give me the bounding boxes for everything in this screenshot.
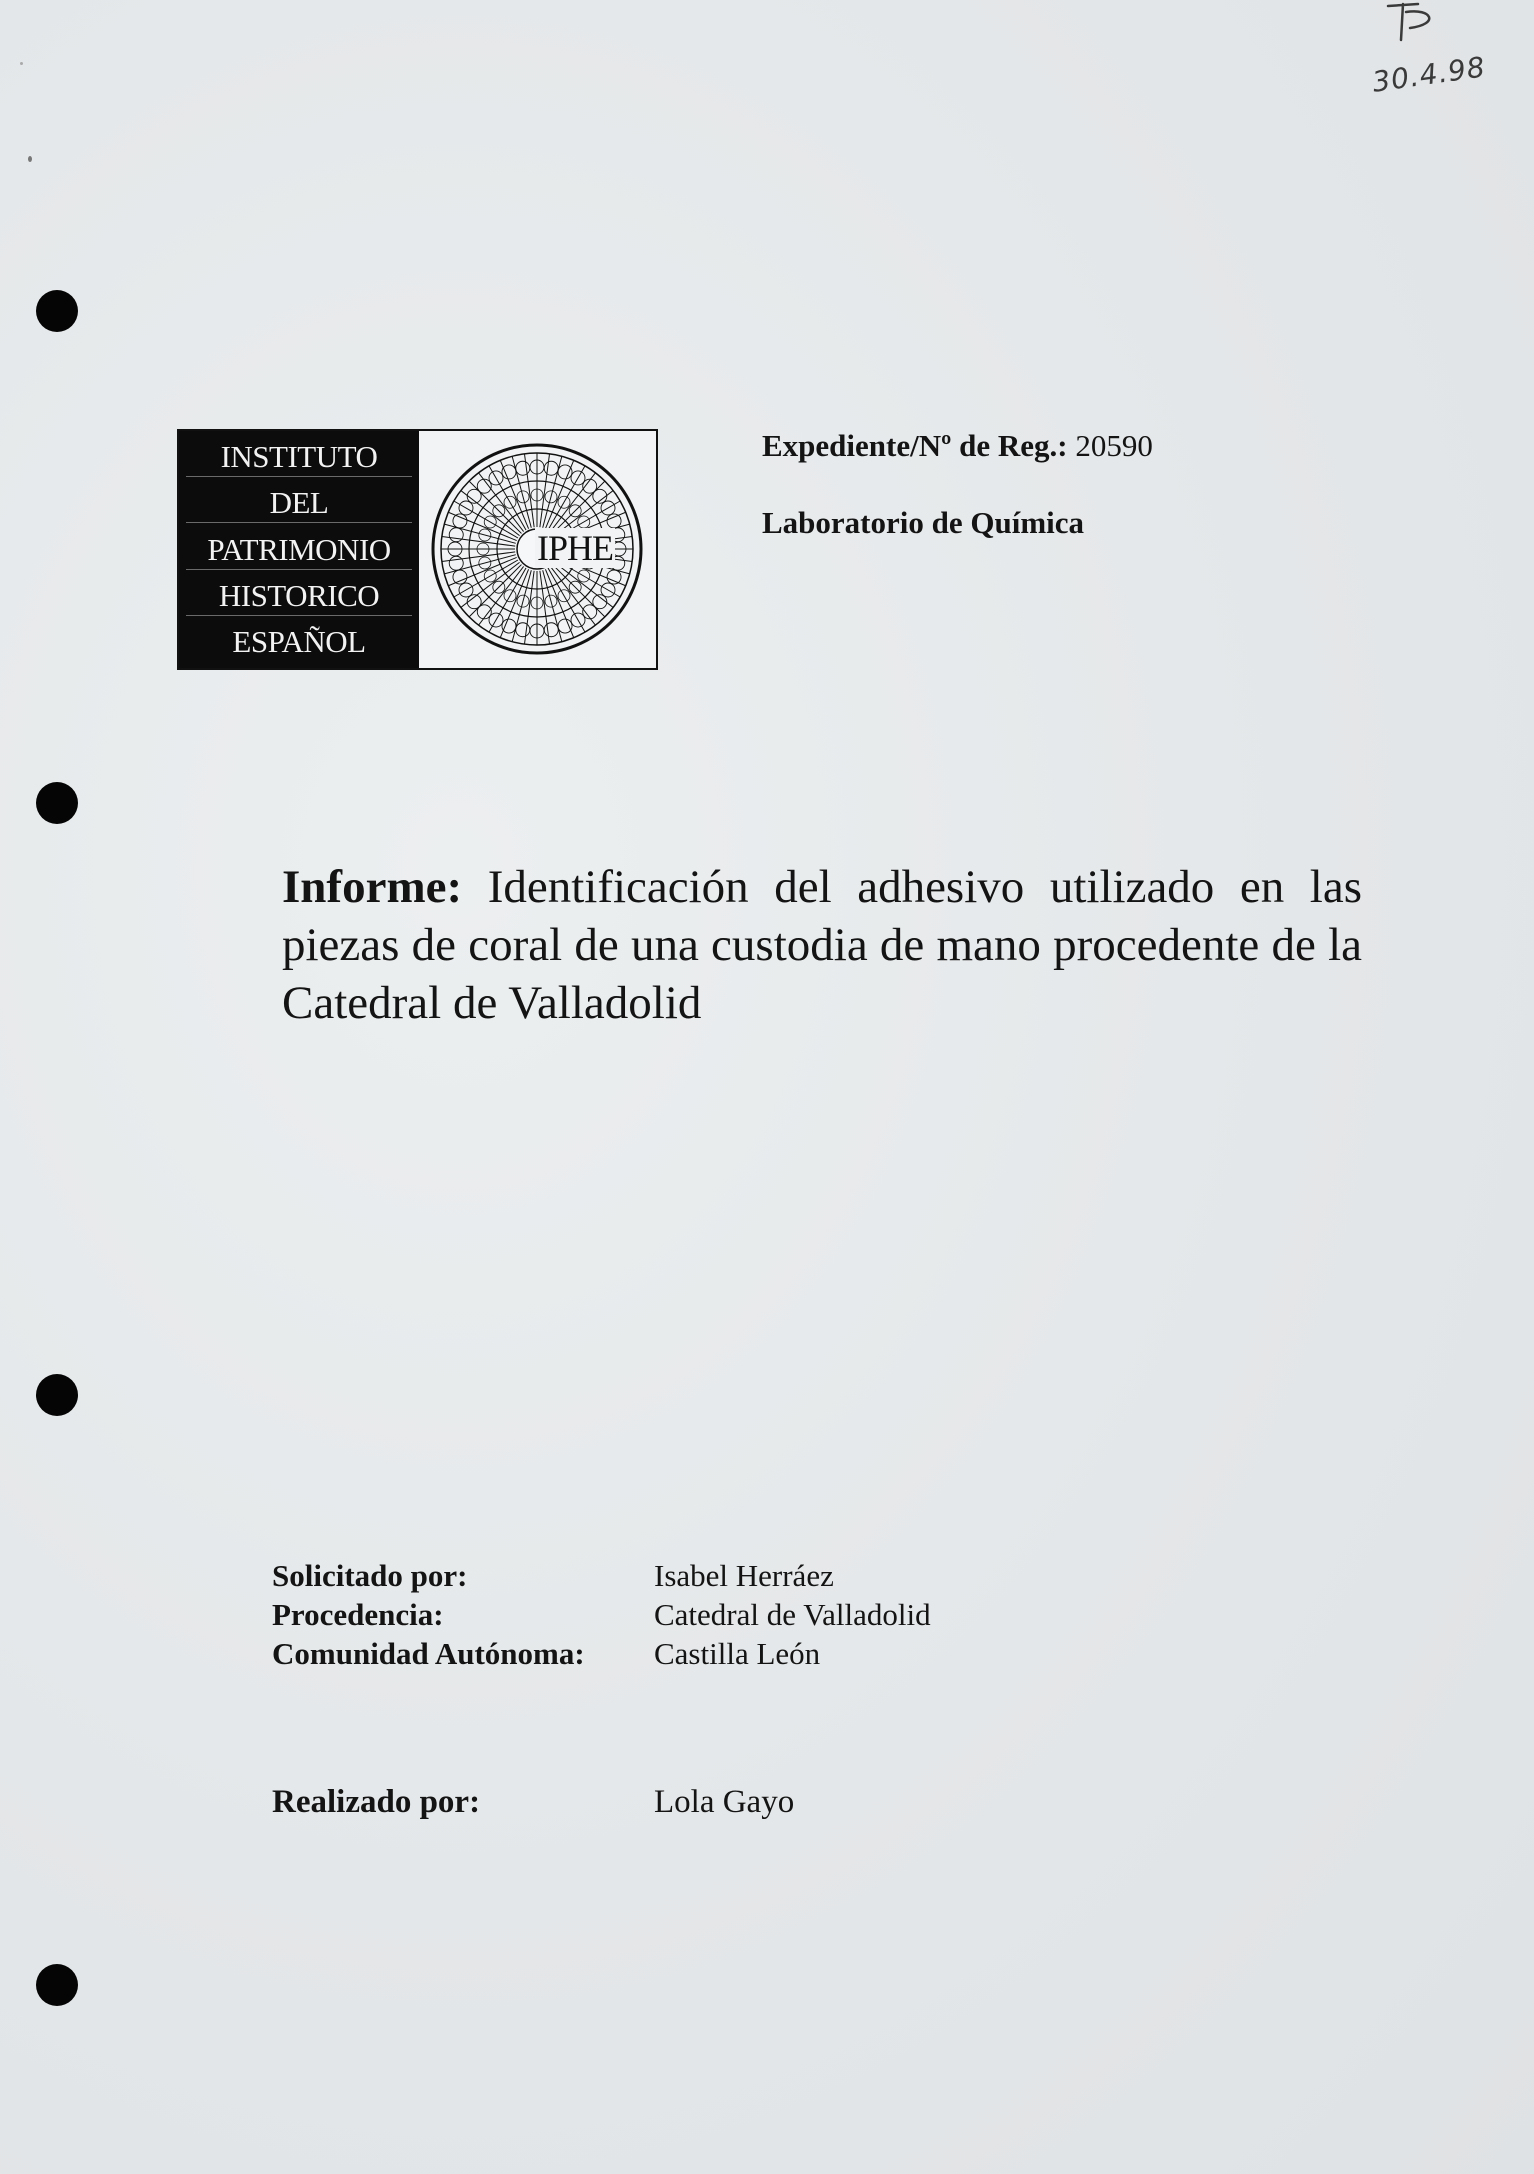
solicitado-label: Solicitado por: — [272, 1558, 468, 1593]
procedencia-label: Procedencia: — [272, 1597, 444, 1632]
handwritten-mark-icon — [1370, 0, 1520, 60]
expediente-label: Expediente/Nº de Reg.: — [762, 428, 1068, 463]
logo-line: PATRIMONIO — [186, 531, 412, 570]
details-row — [272, 1595, 931, 1634]
scan-speck — [20, 62, 23, 65]
details-row — [272, 1556, 931, 1595]
logo-emblem — [419, 431, 656, 668]
iphe-logo — [177, 429, 658, 670]
title-label: Informe: — [282, 861, 463, 913]
details-row — [272, 1634, 931, 1673]
expediente-value: 20590 — [1075, 428, 1153, 463]
logo-text-panel — [179, 431, 419, 668]
request-details — [272, 1556, 931, 1673]
realizado-label: Realizado por: — [272, 1784, 481, 1820]
procedencia-value: Catedral de Valladolid — [654, 1597, 931, 1632]
laboratorio-name: Laboratorio de Química — [762, 505, 1085, 540]
expediente-line — [762, 428, 1153, 464]
punch-hole — [36, 1964, 78, 2006]
logo-line: INSTITUTO — [186, 438, 412, 477]
handwritten-annotation — [1370, 0, 1520, 100]
realizado-value: Lola Gayo — [654, 1784, 795, 1820]
punch-hole — [36, 290, 78, 332]
solicitado-value: Isabel Herráez — [654, 1558, 834, 1593]
punch-hole — [36, 782, 78, 824]
logo-line: HISTORICO — [186, 577, 412, 616]
report-title — [282, 858, 1362, 1032]
handwritten-date: 30.4.98 — [1370, 50, 1488, 99]
title-text: Identificación del adhesivo utilizado en las piezas de coral de una custodia de mano procedente de la Catedral de Valladolid — [282, 861, 1363, 1029]
logo-line: DEL — [186, 484, 412, 523]
comunidad-value: Castilla León — [654, 1636, 821, 1671]
comunidad-label: Comunidad Autónoma: — [272, 1636, 585, 1671]
punch-hole — [36, 1374, 78, 1416]
logo-acronym: IPHE — [537, 528, 613, 568]
scan-speck — [28, 156, 32, 162]
logo-line: ESPAÑOL — [232, 624, 366, 659]
realizado-line — [272, 1784, 794, 1821]
